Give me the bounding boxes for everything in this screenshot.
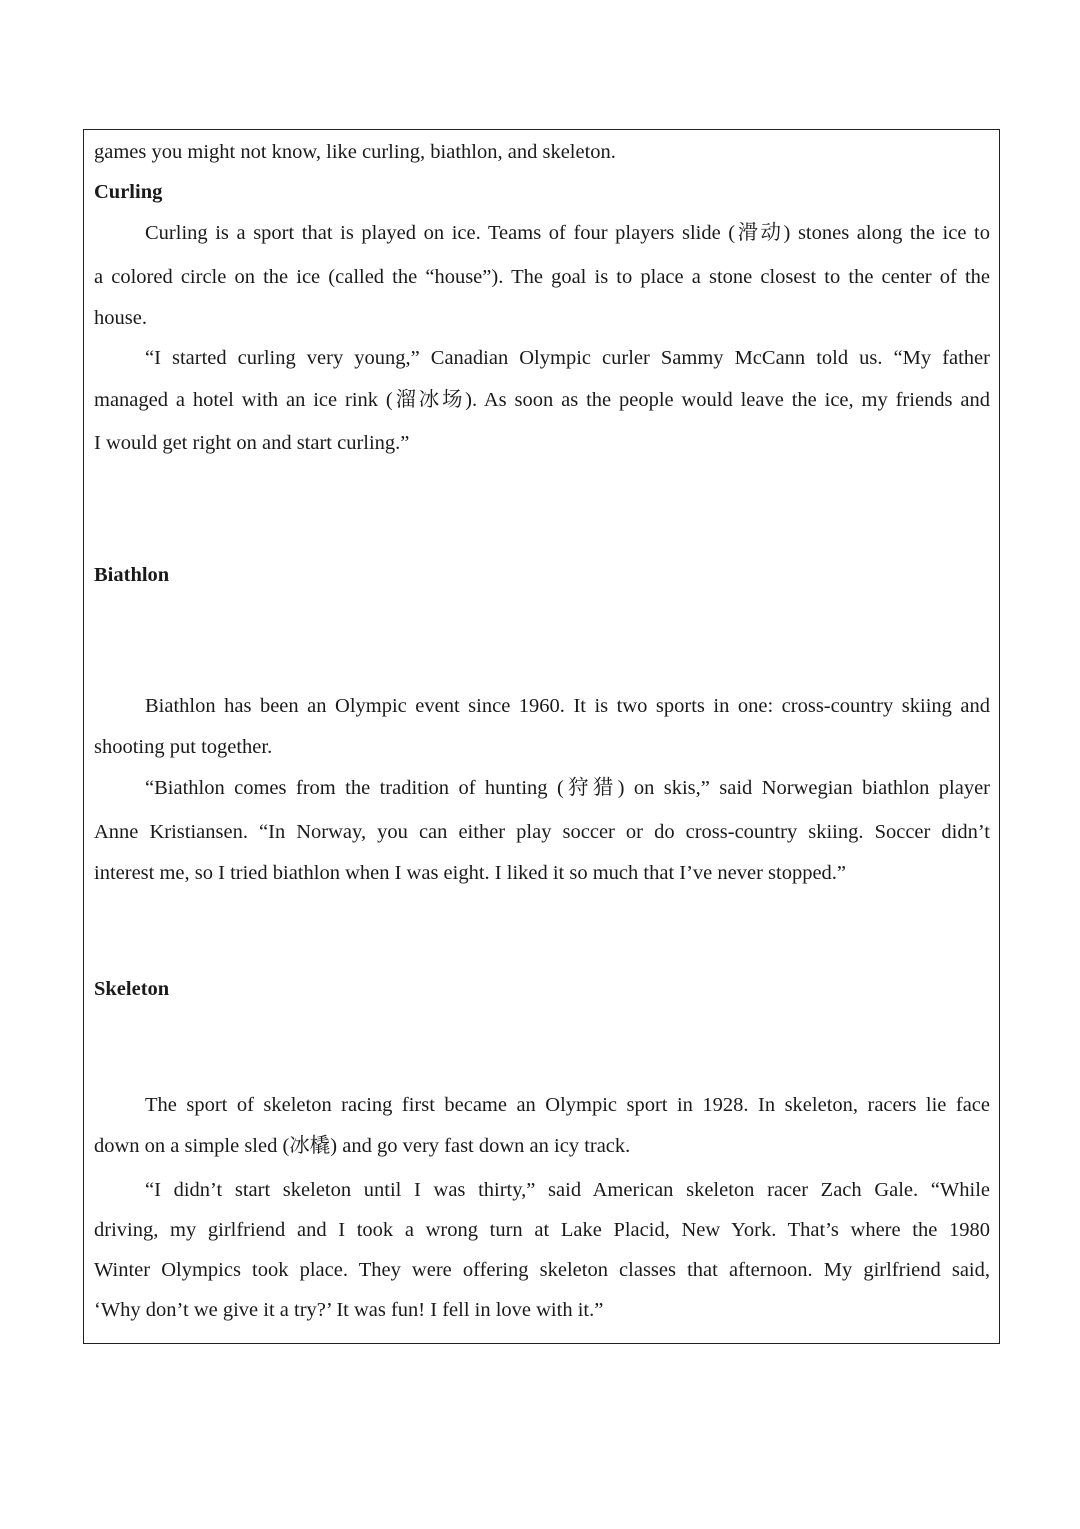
heading-biathlon: Biathlon bbox=[94, 564, 170, 586]
curling-p2-line3: I would get right on and start curling.” bbox=[94, 432, 410, 454]
skeleton-p2-line4: ‘Why don’t we give it a try?’ It was fun! I fell in love with it.” bbox=[94, 1299, 604, 1321]
biathlon-p1-line2: shooting put together. bbox=[94, 736, 273, 758]
skeleton-p2-line1: “I didn’t start skeleton until I was thirty,” said American skeleton racer Zach Gale. “While bbox=[145, 1179, 990, 1201]
curling-p1-line2: a colored circle on the ice (called the “house”). The goal is to place a stone closest to the center of the bbox=[94, 266, 990, 288]
skeleton-p1-line2: down on a simple sled (冰橇) and go very fast down an icy track. bbox=[94, 1135, 631, 1157]
curling-p1-line3: house. bbox=[94, 307, 147, 329]
curling-p2-line1: “I started curling very young,” Canadian Olympic curler Sammy McCann told us. “My father bbox=[145, 347, 990, 369]
heading-skeleton: Skeleton bbox=[94, 978, 170, 1000]
heading-curling: Curling bbox=[94, 181, 163, 203]
biathlon-p2-line3: interest me, so I tried biathlon when I was eight. I liked it so much that I’ve never stopped.” bbox=[94, 862, 847, 884]
biathlon-p1-line1: Biathlon has been an Olympic event since 1960. It is two sports in one: cross-country skiing and bbox=[145, 695, 990, 717]
biathlon-p2-line1: “Biathlon comes from the tradition of hunting (狩猎) on skis,” said Norwegian biathlon player bbox=[145, 777, 990, 799]
skeleton-p2-line3: Winter Olympics took place. They were offering skeleton classes that afternoon. My girlfriend said, bbox=[94, 1259, 990, 1281]
skeleton-p2-line2: driving, my girlfriend and I took a wrong turn at Lake Placid, New York. That’s where the 1980 bbox=[94, 1219, 990, 1241]
biathlon-p2-line2: Anne Kristiansen. “In Norway, you can either play soccer or do cross-country skiing. Soccer didn’t bbox=[94, 821, 990, 843]
skeleton-p1-line1: The sport of skeleton racing first became an Olympic sport in 1928. In skeleton, racers lie face bbox=[145, 1094, 990, 1116]
curling-p1-line1: Curling is a sport that is played on ice. Teams of four players slide (滑动) stones along the ice to bbox=[145, 222, 990, 244]
curling-p2-line2: managed a hotel with an ice rink (溜冰场). As soon as the people would leave the ice, my friends and bbox=[94, 389, 990, 411]
intro-line: games you might not know, like curling, biathlon, and skeleton. bbox=[94, 141, 616, 163]
